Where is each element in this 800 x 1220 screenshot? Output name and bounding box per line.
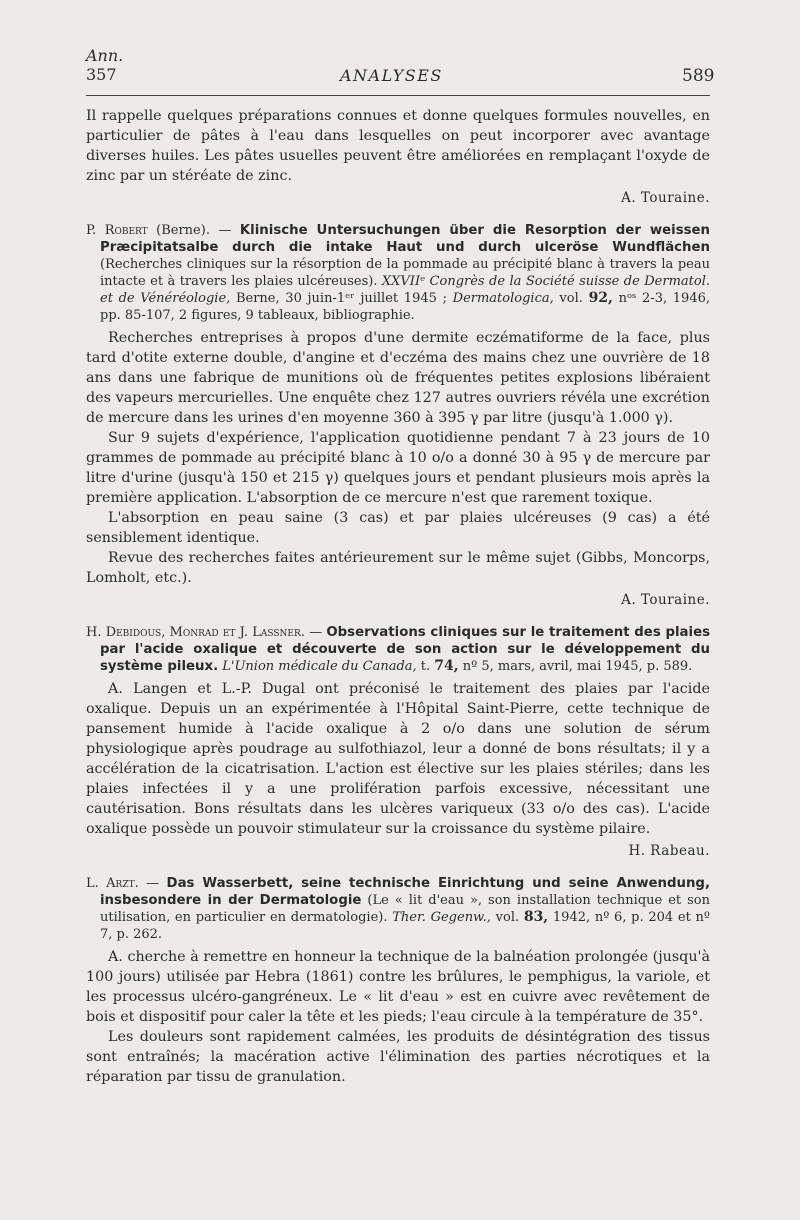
header-rule <box>86 95 710 96</box>
analysis-entry <box>86 875 710 1087</box>
article-title: Observations cliniques sur le traitement des plaies par l'acide oxalique et découverte de son action sur le développement du système pileux. <box>100 625 710 674</box>
abstract-paragraph: Recherches entreprises à propos d'une dermite eczématiforme de la face, plus tard d'otite externe double, d'angine et d'eczéma des mains chez une ouvrière de 18 ans dans une fabrique de munitions où de fréquentes petites explosions libéraient des vapeurs mercurielles. Une enquête chez 127 autres ouvriers révéla une excrétion de mercure dans les urines d'en moyenne 360 à 395 γ par litre (jusqu'à 1.000 γ). <box>86 330 710 426</box>
source-title: Ther. Gegenw., <box>392 910 491 925</box>
source-details: Berne, 30 juin-1ᵉʳ juillet 1945 ; <box>230 291 453 306</box>
abstract-paragraph: Revue des recherches faites antérieurement sur le même sujet (Gibbs, Moncorps, Lomholt, etc.). <box>86 550 710 586</box>
authors: H. Debidous, Monrad et J. Lassner <box>86 625 301 640</box>
citation-rest: nᵒˢ 2-3, 1946, pp. 85-107, 2 figures, 9 tableaux, bibliographie. <box>100 291 711 323</box>
source-details: vol. <box>490 910 524 925</box>
volume-number: 74, <box>434 658 459 674</box>
reviewer-signature: A. Touraine. <box>621 592 710 608</box>
reviewer-signature: H. Rabeau. <box>628 843 710 859</box>
bibliographic-reference <box>86 222 710 324</box>
page-number: 589 <box>682 66 715 86</box>
article-title: Klinische Untersuchungen über die Resorption der weissen Præcipitatsalbe durch die intake Haut und durch ulceröse Wundflächen <box>100 223 711 255</box>
article-title: Das Wasserbett, seine technische Einrichtung und seine Anwendung, insbesondere in der Dermatologie <box>100 876 710 908</box>
analysis-entry <box>86 106 710 208</box>
bibliographic-reference <box>86 875 710 943</box>
affiliation: . — <box>300 625 327 640</box>
abstract-paragraph: L'absorption en peau saine (3 cas) et par plaies ulcéreuses (9 cas) a été sensiblement identique. <box>86 510 710 546</box>
abstract-paragraph: Sur 9 sujets d'expérience, l'application quotidienne pendant 7 à 23 jours de 10 grammes de pommade au précipité blanc à 10 o/o a donné 30 à 95 γ de mercure par litre d'urine (jusqu'à 150 et 215 γ) quelques jours et pendant plusieurs mois après la première application. L'absorption de ce mercure n'est que rarement toxique. <box>86 430 710 506</box>
abstract-paragraph: Les douleurs sont rapidement calmées, les produits de désintégration des tissus sont entraînés; la macération active l'élimination des parties nécrotiques et la réparation par tissu de granulation. <box>86 1029 710 1085</box>
volume-number: 92, <box>588 290 613 306</box>
affiliation: (Berne). — <box>147 223 240 238</box>
bibliographic-reference <box>86 624 710 675</box>
journal-volume: 357 <box>86 65 117 84</box>
source-title: L'Union médicale du Canada, <box>222 659 417 674</box>
analysis-entry <box>86 222 710 610</box>
analysis-entry <box>86 624 710 861</box>
title-translation: (Le « lit d'eau », son installation technique et son utilisation, en particulier en dermatologie). <box>100 893 710 925</box>
authors: L. Arzt <box>86 876 135 891</box>
running-title: ANALYSES <box>340 66 443 85</box>
source-details: t. <box>416 659 435 674</box>
journal-reference <box>86 46 123 84</box>
title-translation: (Recherches cliniques sur la résorption de la pommade au précipité blanc à travers la peau intacte et à travers les plaies ulcéreuses). <box>100 257 710 289</box>
abstract-paragraph: A. cherche à remettre en honneur la technique de la balnéation prolongée (jusqu'à 100 jours) utilisée par Hebra (1861) contre les brûlures, le pemphigus, la variole, et les processus ulcéro-gangréneux. Le « lit d'eau » est en cuivre avec revêtement de bois et dispositif pour caler la tête et les pieds; l'eau circule à la température de 35°. <box>86 949 710 1025</box>
journal-name: Dermatologica, <box>452 291 554 306</box>
abstract-paragraph: A. Langen et L.-P. Dugal ont préconisé le traitement des plaies par l'acide oxalique. Depuis un an expérimentée à l'Hôpital Saint-Pierre, cette technique de pansement humide à l'acide oxalique à 2 o/o dans une solution de sérum physiologique après poudrage au sulfothiazol, leur a donné de bons résultats; il y a accélération de la cicatrisation. L'action est élective sur les plaies stériles; dans les plaies infectées il y a une prolifération parfois excessive, nécessitant une cautérisation. Bons résultats dans les ulcères variqueux (33 o/o des cas). L'acide oxalique possède un pouvoir stimulateur sur la croissance du système pilaire. <box>86 681 710 837</box>
article-body <box>86 106 710 1087</box>
volume-label: vol. <box>553 291 589 306</box>
abstract-paragraph: Il rappelle quelques préparations connues et donne quelques formules nouvelles, en particulier de pâtes à l'eau dans lesquelles on peut incorporer avec avantage diverses huiles. Les pâtes usuelles peuvent être améliorées en remplaçant l'oxyde de zinc par un stéréate de zinc. <box>86 108 710 184</box>
reviewer-signature: A. Touraine. <box>621 190 710 206</box>
source-title: XXVIIᵉ Congrès de la Société suisse de Dermatol. et de Vénéréologie, <box>100 274 710 306</box>
citation-rest: 1942, nº 6, p. 204 et nº 7, p. 262. <box>100 910 711 942</box>
affiliation: . — <box>134 876 167 891</box>
authors: P. Robert <box>86 223 148 238</box>
volume-number: 83, <box>523 909 549 925</box>
journal-abbrev: Ann. <box>86 46 124 65</box>
citation-rest: nº 5, mars, avril, mai 1945, p. 589. <box>458 659 693 674</box>
